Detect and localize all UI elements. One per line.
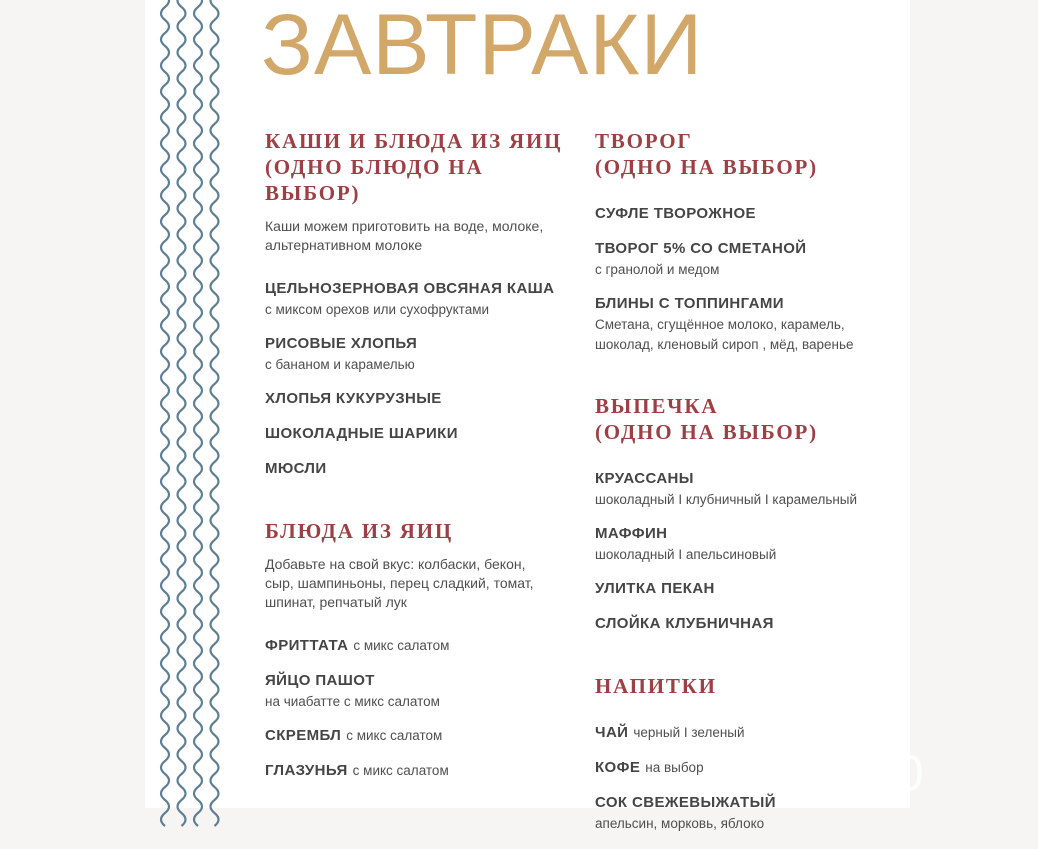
section-heading-line: (ОДНО НА ВЫБОР): [595, 420, 818, 444]
section-heading: [265, 518, 575, 544]
section-heading: [265, 128, 575, 206]
menu-item: [265, 672, 575, 710]
menu-item-name: ЦЕЛЬНОЗЕРНОВАЯ ОВСЯНАЯ КАША: [265, 280, 555, 297]
menu-item-list: [265, 280, 575, 478]
section-heading-line: ТВОРОГ: [595, 129, 693, 153]
menu-item-name: ТВОРОГ 5% СО СМЕТАНОЙ: [595, 240, 807, 257]
menu-item-name: ФРИТТАТА: [265, 637, 349, 654]
section-note: [265, 555, 575, 612]
menu-item: [265, 762, 575, 780]
menu-item-note: с микс салатом: [353, 638, 450, 653]
section-heading-line: НАПИТКИ: [595, 674, 717, 698]
menu-item-name: СЛОЙКА КЛУБНИЧНАЯ: [595, 615, 774, 632]
menu-item-desc: шоколадный I апельсиновый: [595, 547, 777, 562]
menu-item-name: СУФЛЕ ТВОРОЖНОЕ: [595, 205, 756, 222]
section-note-line: сыр, шампиньоны, перец сладкий, томат,: [265, 575, 534, 591]
menu-item-desc: Сметана, сгущённое молоко, карамель,: [595, 317, 845, 332]
section-heading: [595, 673, 895, 699]
menu-item: [595, 470, 895, 508]
menu-item-name: МАФФИН: [595, 525, 668, 542]
page-title: ЗАВТРАКИ: [261, 0, 704, 93]
menu-item: [265, 280, 575, 318]
section-note-line: шпинат, репчатый лук: [265, 594, 407, 610]
menu-item-name: ЯЙЦО ПАШОТ: [265, 672, 375, 689]
section-heading: [595, 393, 895, 445]
menu-item: [265, 335, 575, 373]
menu-item-desc: с гранолой и медом: [595, 262, 720, 277]
wave-line: [178, 0, 186, 826]
menu-item-list: [265, 637, 575, 780]
menu-item: [265, 460, 575, 478]
menu-item: [595, 580, 895, 598]
menu-item-name: ХЛОПЬЯ КУКУРУЗНЫЕ: [265, 390, 442, 407]
menu-section: [595, 673, 895, 832]
menu-item-name: СКРЕМБЛ: [265, 727, 342, 744]
section-heading-line: КАШИ И БЛЮДА ИЗ ЯИЦ: [265, 129, 563, 153]
menu-item: [265, 425, 575, 443]
menu-item-name: РИСОВЫЕ ХЛОПЬЯ: [265, 335, 418, 352]
menu-item-note: черный I зеленый: [633, 725, 745, 740]
menu-item-note: на выбор: [645, 760, 704, 775]
menu-item-desc: шоколад, кленовый сироп , мёд, варенье: [595, 337, 854, 352]
menu-item-list: [595, 724, 895, 832]
menu-item-name: ГЛАЗУНЬЯ: [265, 762, 348, 779]
section-note: [265, 217, 575, 255]
menu-item-desc: с бананом и карамелью: [265, 357, 415, 372]
section-heading-line: БЛЮДА ИЗ ЯИЦ: [265, 519, 454, 543]
menu-item: [265, 637, 575, 655]
menu-item-desc: апельсин, морковь, яблоко: [595, 816, 765, 831]
menu-item-list: [595, 470, 895, 633]
wave-decoration-icon: [159, 0, 225, 808]
menu-item: [265, 390, 575, 408]
menu-item-name: ШОКОЛАДНЫЕ ШАРИКИ: [265, 425, 458, 442]
menu-column-left: [265, 128, 575, 797]
wave-line: [161, 0, 169, 826]
section-heading: [595, 128, 895, 180]
section-note-line: альтернативном молоке: [265, 237, 423, 253]
menu-item-note: с микс салатом: [346, 728, 443, 743]
menu-item-name: УЛИТКА ПЕКАН: [595, 580, 715, 597]
section-heading-line: ВЫПЕЧКА: [595, 394, 719, 418]
menu-item-name: МЮСЛИ: [265, 460, 327, 477]
menu-item-name: СОК СВЕЖЕВЫЖАТЫЙ: [595, 794, 776, 811]
menu-column-right: [595, 128, 895, 849]
menu-item-desc: с миксом орехов или сухофруктами: [265, 302, 490, 317]
section-note-line: Каши можем приготовить на воде, молоке,: [265, 218, 544, 234]
menu-section: [265, 518, 575, 780]
menu-item: [595, 724, 895, 742]
watermark: 0: [896, 745, 924, 801]
section-note-line: Добавьте на свой вкус: колбаски, бекон,: [265, 556, 526, 572]
menu-item: [595, 240, 895, 278]
menu-item: [595, 615, 895, 633]
section-heading-line: (ОДНО БЛЮДО НА ВЫБОР): [265, 155, 484, 205]
menu-item-desc: шоколадный I клубничный I карамельный: [595, 492, 858, 507]
menu-item: [265, 727, 575, 745]
menu-item-note: с микс салатом: [352, 763, 449, 778]
menu-page: [145, 0, 910, 831]
menu-item-name: ЧАЙ: [595, 724, 629, 741]
menu-item-name: КРУАССАНЫ: [595, 470, 694, 487]
menu-item: [595, 525, 895, 563]
menu-item: [595, 759, 895, 777]
menu-item-name: КОФЕ: [595, 759, 641, 776]
section-heading-line: (ОДНО НА ВЫБОР): [595, 155, 818, 179]
menu-item: [595, 205, 895, 223]
menu-item-name: БЛИНЫ С ТОППИНГАМИ: [595, 295, 784, 312]
menu-section: [595, 393, 895, 633]
wave-line: [211, 0, 219, 826]
menu-item: [595, 295, 895, 353]
menu-section: [265, 128, 575, 478]
menu-section: [595, 128, 895, 353]
menu-item: [595, 794, 895, 832]
menu-item-list: [595, 205, 895, 353]
menu-item-desc: на чиабатте с микс салатом: [265, 694, 440, 709]
wave-line: [194, 0, 202, 826]
